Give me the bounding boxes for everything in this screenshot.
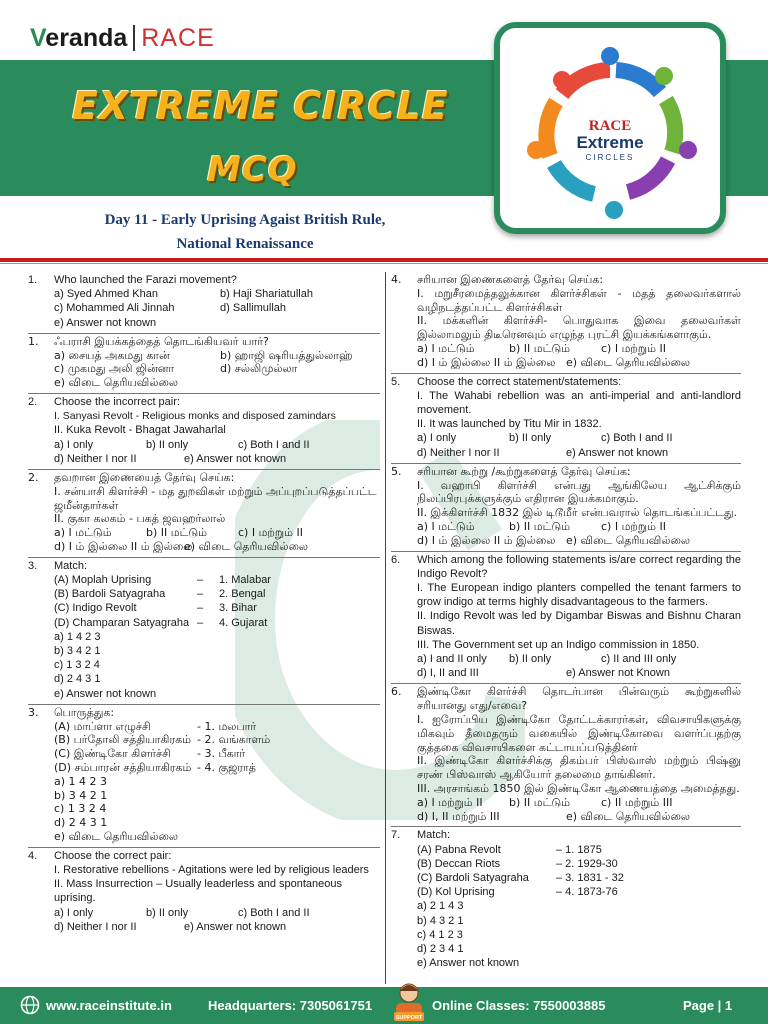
option-c: c) II மற்றும் III	[601, 795, 673, 809]
option-a: a) I மட்டும்	[417, 519, 475, 533]
option-a: a) Syed Ahmed Khan	[54, 288, 158, 301]
match-right-2: – 2. 1929-30	[556, 857, 618, 870]
option-a: a) சையத் அகமது கான்	[54, 348, 170, 362]
option-d: d) I ம் இல்லை II ம் இல்லை	[54, 540, 193, 553]
left-column	[28, 272, 380, 937]
brand-logo	[30, 24, 215, 53]
option-d: d) 2 3 4 1	[417, 943, 464, 955]
website-link[interactable]: www.raceinstitute.in	[46, 998, 172, 1013]
question-5-en	[391, 374, 741, 464]
option-a: a) I only	[54, 906, 94, 919]
statement-1: I. Restorative rebellions - Agitations were led by religious leaders	[54, 864, 369, 876]
option-c: c) I மற்றும் II	[601, 341, 666, 355]
statement-3: III. The Government set up an Indigo commission in 1850.	[417, 638, 700, 651]
option-b: b) II only	[509, 432, 552, 445]
option-e: e) விடை தெரியவில்லை	[566, 809, 690, 823]
question-text: சரியான கூற்று /கூற்றுகளைத் தேர்வு செய்க:	[417, 464, 631, 478]
match-right-2: 2. Bengal	[219, 588, 266, 601]
statement-2: II. இக்கிளர்ச்சி 1832 இல் டிடூமீர் என்பவரால் தொடங்கப்பட்டது.	[417, 506, 737, 520]
statement-2: II. இண்டிகோ கிளர்ச்சிக்கு திகம்பர் பிஸ்வாஸ் மற்றும் பிஷ்னு சரண் பிஸ்வாஸ் ஆகியோர் தலைமை தாங்கினர்.	[417, 754, 741, 782]
question-number: 5.	[391, 375, 401, 388]
question-number: 2.	[28, 471, 39, 485]
subtitle-line-1: Day 11 - Early Uprising Agaist British Rule,	[104, 212, 386, 228]
option-c: c) I மற்றும் II	[601, 519, 666, 533]
match-left-4: (D) Kol Uprising	[417, 886, 495, 899]
question-7-en	[391, 827, 741, 973]
question-number: 6.	[391, 685, 402, 699]
support-agent-icon	[390, 979, 428, 1023]
logo-race: RACE	[141, 24, 215, 52]
option-c: c) Both I and II	[601, 432, 673, 445]
option-a: a) 1 4 2 3	[54, 630, 101, 643]
match-left-1: (A) Moplah Uprising	[54, 574, 152, 586]
question-3-ta	[28, 705, 380, 848]
question-text: Who launched the Farazi movement?	[54, 274, 237, 286]
option-b: b) II மட்டும்	[509, 519, 571, 533]
header-divider-thin	[0, 263, 768, 264]
page-number: Page | 1	[683, 998, 733, 1013]
question-text: Choose the incorrect pair:	[54, 396, 180, 408]
question-number: 6.	[391, 553, 401, 566]
header-divider	[0, 258, 768, 262]
question-4-ta	[391, 272, 741, 374]
question-6-ta	[391, 684, 741, 827]
option-a: a) I only	[54, 438, 94, 451]
match-left-4: (D) Champaran Satyagraha	[54, 616, 190, 629]
question-number: 1.	[28, 334, 39, 348]
match-left-1: (A) Pabna Revolt	[417, 843, 501, 856]
statement-2: II. Kuka Revolt - Bhagat Jawaharlal	[54, 424, 226, 437]
match-dash: –	[197, 602, 204, 615]
question-number: 1.	[28, 274, 38, 286]
option-d: d) I ம் இல்லை II ம் இல்லை	[417, 355, 556, 369]
statement-1: I. சன்யாசி கிளர்ச்சி - மத துறவிகள் மற்றும் அப்புறப்படுத்தப்பட்ட ஜமீன்தார்கள்	[54, 484, 377, 512]
option-d: d) 2 4 3 1	[54, 816, 108, 830]
option-e: e) Answer not known	[184, 452, 287, 465]
extreme-circles-badge	[494, 22, 726, 234]
option-b: b) II only	[146, 906, 189, 919]
option-c: c) Mohammed Ali Jinnah	[54, 302, 175, 315]
statement-1: I. ஐரோப்பிய இண்டிகோ தோட்டக்காரர்கள், விவசாயிகளுக்கு மிகவும் தீமைதரும் வகையில் இண்டிகோவை வளர்ப்பதற்கு குத்தகை விவசாயிகளை கட்டாயப்படுத்தினர்	[417, 713, 741, 754]
option-e: e) Answer not known	[54, 316, 157, 329]
question-text: Which among the following statements is/are correct regarding the Indigo Revolt?	[417, 553, 741, 580]
statement-2: II. மக்களின் கிளர்ச்சி- பொதுவாக இவை தலைவர்கள் இல்லாமலும் திடீரெனவும் எழுந்த புரட்சி இயக்கங்களாகும்.	[417, 314, 741, 342]
match-right-3: - 3. பீகார்	[197, 747, 246, 761]
question-1-en	[28, 272, 380, 334]
question-text: சரியான இணைகளைத் தேர்வு செய்க:	[417, 273, 604, 286]
match-left-1: (A) மாப்ளா எழுச்சி	[54, 719, 151, 733]
page-title-mcq: MCQ	[207, 150, 298, 190]
match-dash: –	[197, 574, 204, 586]
question-4-en	[28, 848, 380, 937]
question-number: 3.	[28, 559, 38, 572]
match-right-2: - 2. வங்காளம்	[197, 733, 271, 747]
question-text: Choose the correct pair:	[54, 849, 172, 862]
option-c: c) Both I and II	[238, 438, 310, 451]
match-left-2: (B) Deccan Riots	[417, 857, 501, 870]
extreme-circles-icon	[510, 32, 710, 228]
option-b: b) 4 3 2 1	[417, 914, 464, 927]
match-dash: –	[197, 588, 204, 601]
page-subtitle	[40, 208, 450, 256]
option-b: b) II மட்டும்	[146, 526, 208, 540]
page-title: EXTREME CIRCLE	[72, 84, 449, 128]
logo-veranda	[30, 24, 127, 52]
option-e: e) Answer not known	[417, 957, 520, 970]
statement-2: II. குகா கலகம் - பகத் ஜவஹர்லால்	[54, 512, 226, 526]
badge-circles-text: CIRCLES	[585, 153, 635, 162]
option-e: e) விடை தெரியவில்லை	[54, 830, 178, 843]
option-c: c) 1 3 2 4	[54, 659, 100, 672]
match-right-3: – 3. 1831 - 32	[556, 871, 624, 884]
match-dash: –	[197, 616, 204, 629]
question-text: பொருத்துக:	[54, 705, 115, 719]
right-column	[391, 272, 741, 973]
statement-1: I. மறுசீரமைத்தலுக்கான கிளர்ச்சிகள் - மதத் தலைவர்களால் வழிநடத்தப்பட்ட கிளர்ச்சிகள்	[417, 286, 741, 314]
question-text: தவறான இணையைத் தேர்வு செய்க:	[54, 471, 235, 485]
logo-veranda-v: V	[30, 24, 46, 52]
option-b: b) II only	[146, 438, 189, 451]
option-c: c) Both I and II	[238, 906, 310, 919]
badge-extreme-text: Extreme	[576, 133, 644, 152]
statement-2: II. Indigo Revolt was led by Digambar Biswas and Bishnu Charan Biswas.	[417, 610, 741, 637]
match-left-2: (B) பர்தோலி சத்தியாகிரகம்	[54, 733, 192, 747]
option-a: a) I மட்டும்	[417, 341, 475, 355]
match-left-4: (D) சம்பாரன் சத்தியாகிரகம்	[54, 761, 192, 775]
option-c: c) முகமது அலி ஜின்னா	[54, 362, 175, 376]
question-2-ta	[28, 470, 380, 558]
logo-veranda-text: eranda	[45, 24, 128, 52]
question-3-en	[28, 558, 380, 705]
match-right-4: - 4. குஜராத்	[197, 761, 256, 775]
column-divider	[385, 272, 386, 984]
subtitle-line-2: National Renaissance	[176, 236, 314, 252]
option-e: e) விடை தெரியவில்லை	[184, 540, 308, 553]
option-e: e) Answer not known	[184, 920, 287, 933]
globe-icon	[20, 995, 40, 1015]
option-d: d) Neither I nor II	[54, 920, 137, 933]
match-right-1: – 1. 1875	[556, 843, 602, 856]
match-right-4: – 4. 1873-76	[556, 886, 618, 899]
match-right-3: 3. Bihar	[219, 602, 257, 615]
question-5-ta	[391, 464, 741, 552]
statement-1: I. வஹாபி கிளர்ச்சி என்பது ஆங்கிலேய ஆட்சிக்கும் நிலப்பிரபுக்களுக்கும் எதிரான இயக்கமாகும்.	[417, 478, 741, 506]
question-text: Choose the correct statement/statements:	[417, 375, 622, 388]
statement-1: I. The Wahabi rebellion was an anti-imperial and anti-landlord movement.	[417, 389, 741, 416]
question-text: ஃபராசி இயக்கத்தைத் தொடங்கியவர் யார்?	[54, 334, 269, 348]
question-number: 4.	[391, 273, 402, 286]
option-c: c) I மற்றும் II	[238, 526, 303, 540]
option-e: e) விடை தெரியவில்லை	[566, 355, 690, 369]
option-b: b) II only	[509, 653, 552, 665]
statement-2: II. It was launched by Titu Mir in 1832.	[417, 418, 602, 431]
match-right-4: 4. Gujarat	[219, 616, 268, 629]
question-1-ta	[28, 334, 380, 394]
question-number: 7.	[391, 829, 401, 842]
statement-3: III. அரசாங்கம் 1850 இல் இண்டிகோ ஆணையத்தை அமைத்தது.	[417, 781, 740, 795]
option-d: d) Sallimullah	[220, 302, 287, 315]
match-left-3: (C) Bardoli Satyagraha	[417, 871, 529, 884]
support-label: SUPPORT	[395, 1015, 423, 1021]
question-6-en	[391, 552, 741, 685]
headquarters-phone: Headquarters: 7305061751	[208, 998, 373, 1013]
option-b: b) II மட்டும்	[509, 341, 571, 355]
option-c: c) 1 3 2 4	[54, 802, 107, 816]
option-e: e) விடை தெரியவில்லை	[54, 376, 178, 390]
option-d: d) Neither I nor II	[417, 446, 500, 459]
option-b: b) 3 4 2 1	[54, 788, 108, 802]
option-a: a) I only	[417, 432, 457, 445]
badge-race-text: RACE	[588, 118, 632, 134]
question-number: 4.	[28, 849, 38, 862]
logo-separator	[133, 25, 135, 51]
option-b: b) 3 4 2 1	[54, 645, 101, 658]
option-d: d) 2 4 3 1	[54, 673, 101, 686]
online-classes-phone: Online Classes: 7550003885	[432, 998, 606, 1013]
question-text: Match:	[54, 559, 88, 572]
option-d: d) I, II மற்றும் III	[417, 809, 500, 823]
option-a: a) 1 4 2 3	[54, 774, 108, 788]
option-a: a) 2 1 4 3	[417, 900, 464, 913]
match-right-1: - 1. மலபார்	[197, 719, 257, 733]
match-left-2: (B) Bardoli Satyagraha	[54, 588, 166, 601]
option-e: e) Answer not known	[566, 446, 669, 459]
question-number: 5.	[391, 464, 402, 478]
statement-2: II. Mass Insurrection – Usually leaderless and spontaneous uprising.	[54, 878, 342, 905]
option-d: d) Neither I nor II	[54, 452, 137, 465]
option-b: b) Haji Shariatullah	[220, 288, 313, 301]
match-left-3: (C) இண்டிகோ கிளர்ச்சி	[54, 747, 171, 761]
question-2-en	[28, 394, 380, 470]
statement-1: I. The European indigo planters compelled the tenant farmers to grow indigo at terms highly disadvantageous to the farmers.	[417, 581, 741, 609]
option-c: c) II and III only	[601, 653, 677, 665]
option-e: e) Answer not known	[54, 687, 157, 700]
option-e: e) விடை தெரியவில்லை	[566, 533, 690, 547]
option-d: d) I, II and III	[417, 667, 479, 680]
statement-1: I. Sanyasi Revolt - Religious monks and disposed zamindars	[54, 410, 336, 423]
option-b: b) II மட்டும்	[509, 795, 571, 809]
question-text: இண்டிகோ கிளர்ச்சி தொடர்பான பின்வரும் கூற்றுகளில் சரியானது எது/எவை?	[417, 685, 741, 713]
footer-bar	[0, 987, 768, 1024]
option-a: a) I மட்டும்	[54, 526, 112, 540]
option-d: d) சல்லிமுல்லா	[220, 362, 298, 376]
option-c: c) 4 1 2 3	[417, 928, 463, 941]
option-d: d) I ம் இல்லை II ம் இல்லை	[417, 533, 556, 547]
option-e: e) Answer not Known	[566, 667, 670, 680]
option-b: b) ஹாஜி ஷரியத்துல்லாஹ்	[220, 348, 353, 362]
question-number: 3.	[28, 705, 39, 719]
question-text: Match:	[417, 829, 451, 842]
option-a: a) I and II only	[417, 653, 487, 665]
match-left-3: (C) Indigo Revolt	[54, 602, 137, 615]
match-right-1: 1. Malabar	[219, 574, 271, 586]
question-number: 2.	[28, 396, 38, 408]
option-a: a) I மற்றும் II	[417, 795, 483, 809]
